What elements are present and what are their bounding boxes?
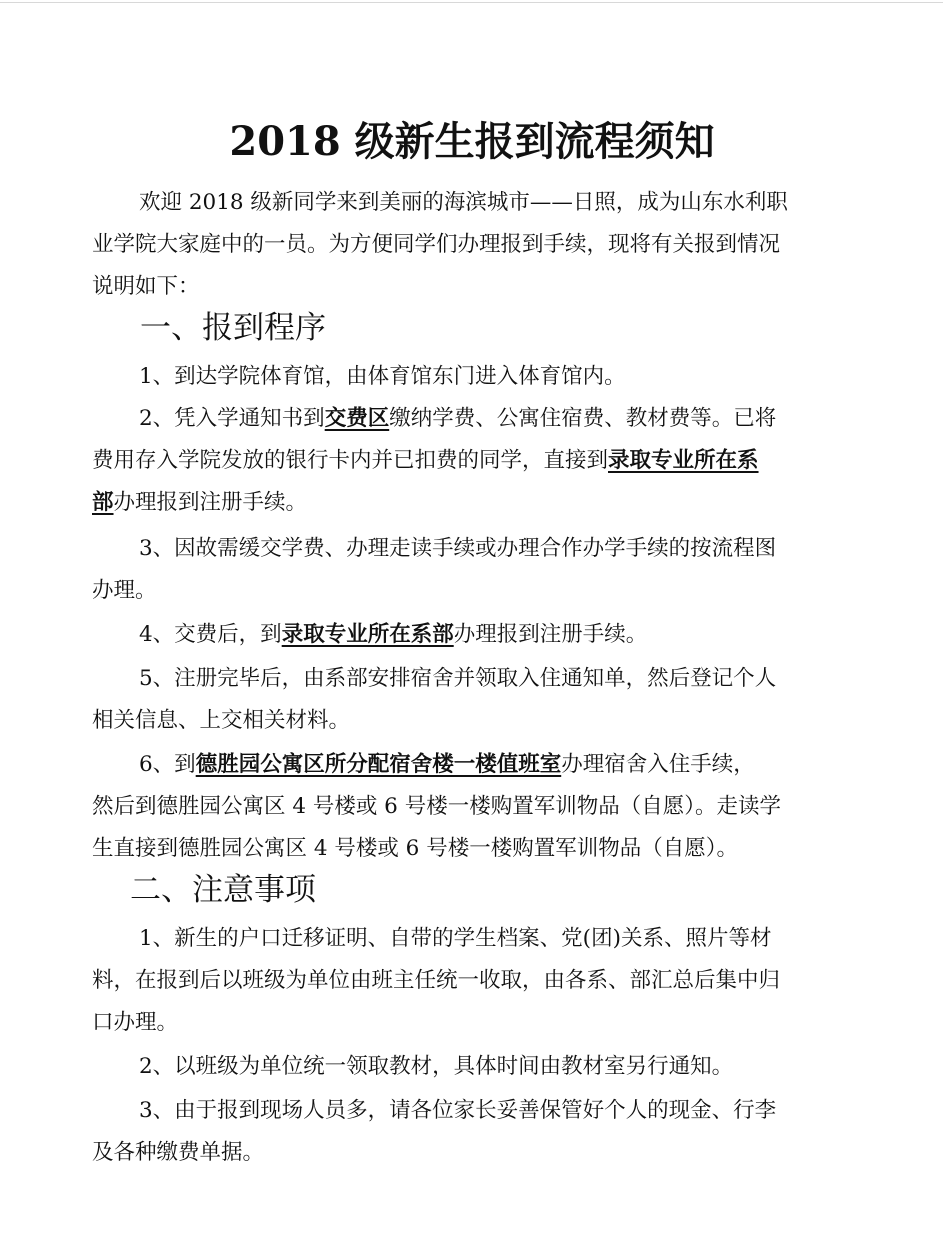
step-4-line-1 <box>92 614 852 656</box>
intro-paragraph <box>92 182 852 308</box>
step-3-line-2: 办理。 <box>92 578 157 603</box>
step-6 <box>92 744 852 870</box>
step-6-text-a: 6、到 <box>139 752 196 777</box>
step-2-line-2 <box>92 440 852 482</box>
department-highlight-end: 部 <box>92 490 114 515</box>
note-1-line-3: 口办理。 <box>92 1010 179 1035</box>
note-2 <box>92 1046 852 1088</box>
step-6-line-1 <box>92 744 852 786</box>
dorm-duty-room-highlight: 德胜园公寓区所分配宿舍楼一楼值班室 <box>195 752 562 777</box>
note-1 <box>92 918 852 1044</box>
step-3-line-1: 3、因故需缓交学费、办理走读手续或办理合作办学手续的按流程图 <box>139 536 777 561</box>
step-4-text-c: 办理报到注册手续。 <box>453 622 648 647</box>
intro-line-3: 说明如下： <box>92 274 200 299</box>
step-1-text: 1、到达学院体育馆，由体育馆东门进入体育馆内。 <box>139 364 626 389</box>
intro-line-2: 业学院大家庭中的一员。为方便同学们办理报到手续，现将有关报到情况 <box>92 232 781 257</box>
section-1-heading: 一、报到程序 <box>140 310 326 346</box>
intro-line-1: 欢迎 2018 级新同学来到美丽的海滨城市——日照，成为山东水利职 <box>139 190 788 215</box>
step-3 <box>92 528 852 612</box>
step-2-line-1 <box>92 398 852 440</box>
step-6-line-2: 然后到德胜园公寓区 4 号楼或 6 号楼一楼购置军训物品（自愿）。走读学 <box>92 794 781 819</box>
step-2-text-g: 办理报到注册手续。 <box>113 490 308 515</box>
note-2-text: 2、以班级为单位统一领取教材，具体时间由教材室另行通知。 <box>139 1054 734 1079</box>
step-1 <box>92 356 852 398</box>
payment-area-highlight: 交费区 <box>324 406 390 431</box>
step-2 <box>92 398 852 524</box>
section-2-heading: 二、注意事项 <box>130 872 316 908</box>
step-2-text-c: 缴纳学费、公寓住宿费、教材费等。已将 <box>389 406 777 431</box>
department-highlight: 录取专业所在系 <box>608 448 759 473</box>
document-title: 2018 级新生报到流程须知 <box>229 118 715 165</box>
note-1-line-1: 1、新生的户口迁移证明、自带的学生档案、党(团)关系、照片等材 <box>139 926 772 951</box>
step-6-line-3: 生直接到德胜园公寓区 4 号楼或 6 号楼一楼购置军训物品（自愿）。 <box>92 836 738 861</box>
step-5-line-2: 相关信息、上交相关材料。 <box>92 708 351 733</box>
step-5-line-1: 5、注册完毕后，由系部安排宿舍并领取入住通知单，然后登记个人 <box>139 666 777 691</box>
step-2-text-a: 2、凭入学通知书到 <box>139 406 325 431</box>
note-1-line-2: 料，在报到后以班级为单位由班主任统一收取，由各系、部汇总后集中归 <box>92 968 781 993</box>
step-6-text-c: 办理宿舍入住手续， <box>561 752 755 777</box>
department-highlight-2: 录取专业所在系部 <box>281 622 454 647</box>
step-4-text-a: 4、交费后，到 <box>139 622 282 647</box>
step-5 <box>92 658 852 742</box>
step-2-line-3 <box>92 482 852 524</box>
page-top-border <box>0 2 943 3</box>
step-4 <box>92 614 852 656</box>
step-2-text-d: 费用存入学院发放的银行卡内并已扣费的同学，直接到 <box>92 448 609 473</box>
note-3-line-2: 及各种缴费单据。 <box>92 1140 265 1165</box>
note-3 <box>92 1090 852 1174</box>
note-3-line-1: 3、由于报到现场人员多，请各位家长妥善保管好个人的现金、行李 <box>139 1098 777 1123</box>
